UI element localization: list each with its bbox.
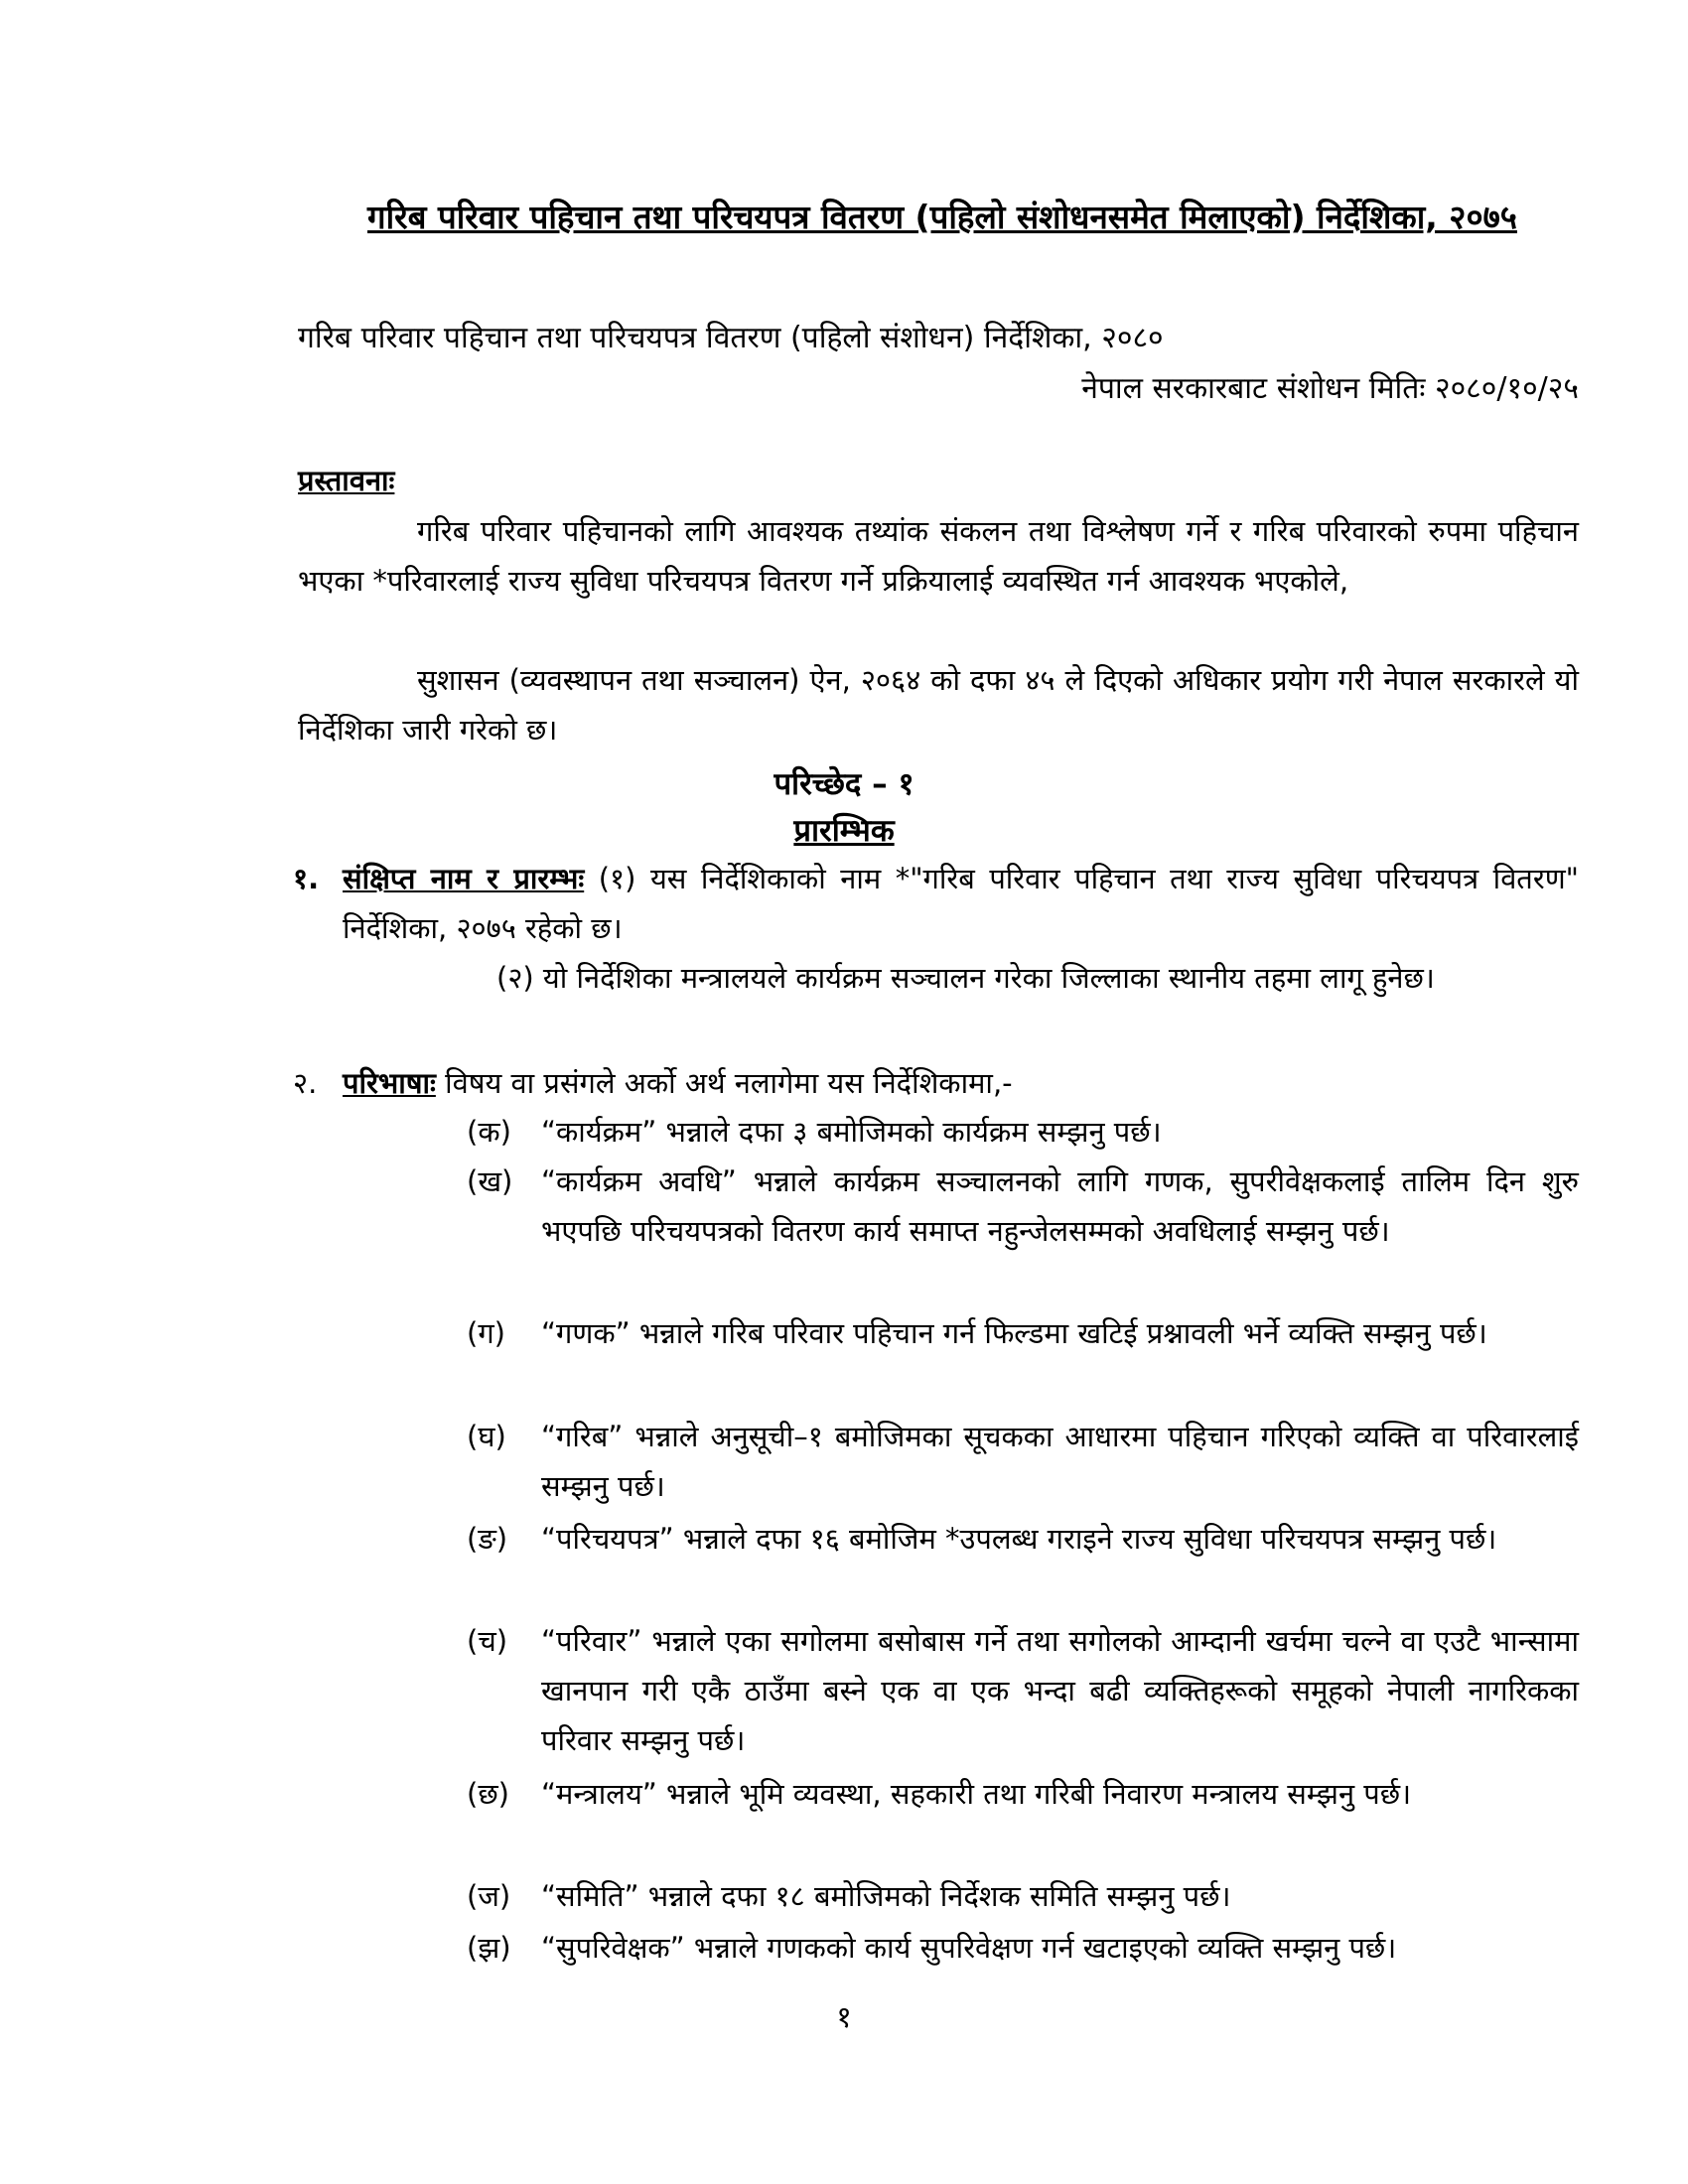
section-2-intro: विषय वा प्रसंगले अर्को अर्थ नलागेमा यस निर्देशिकामा,- <box>445 1066 1013 1100</box>
definition-label: (घ) <box>467 1420 506 1453</box>
amendment-date: नेपाल सरकारबाट संशोधन मितिः २०८०/१०/२५ <box>1081 371 1579 406</box>
preamble-heading: प्रस्तावनाः <box>298 464 395 497</box>
definition-label: (छ) <box>467 1777 509 1811</box>
definition-text: “गणक” भन्नाले गरिब परिवार पहिचान गर्न फिल्डमा खटिई प्रश्नावली भर्ने व्यक्ति सम्झनु पर्छ। <box>541 1316 1487 1350</box>
definition-text: “परिचयपत्र” भन्नाले दफा १६ बमोजिम *उपलब्ध गराइने राज्य सुविधा परिचयपत्र सम्झनु पर्छ। <box>541 1522 1497 1556</box>
definition-ga <box>467 1308 1579 1358</box>
definition-text: “समिति” भन्नाले दफा १८ बमोजिमको निर्देशक समिति सम्झनु पर्छ। <box>541 1879 1231 1913</box>
definition-label: (ङ) <box>467 1522 508 1556</box>
definition-text: “कार्यक्रम अवधि” भन्नाले कार्यक्रम सञ्चालनको लागि गणक, सुपरीवेक्षकलाई तालिम दिन शुरु भएपछि परिचयपत्रको वितरण कार्य समाप्त नहुन्जेलसम्मको अवधिलाई सम्झनु पर्छ। <box>541 1164 1579 1248</box>
chapter-label: परिच्छेद – १ <box>774 766 914 802</box>
definition-ka <box>467 1107 1579 1157</box>
section-1-clause-2: (२) यो निर्देशिका मन्त्रालयले कार्यक्रम सञ्चालन गरेका जिल्लाका स्थानीय तहमा लागू हुनेछ। <box>496 961 1435 995</box>
definition-label: (क) <box>467 1115 511 1149</box>
preamble-paragraph-1: गरिब परिवार पहिचानको लागि आवश्यक तथ्यांक संकलन तथा विश्लेषण गर्ने र गरिब परिवारको रुपमा पहिचान भएका *परिवारलाई राज्य सुविधा परिचयपत्र वितरण गर्ने प्रक्रियालाई व्यवस्थित गर्न आवश्यक भएकोले, <box>298 514 1579 598</box>
definition-text: “मन्त्रालय” भन्नाले भूमि व्यवस्था, सहकारी तथा गरिबी निवारण मन्त्रालय सम्झनु पर्छ। <box>541 1777 1412 1811</box>
definition-jha <box>467 1923 1579 1973</box>
definition-label: (ज) <box>467 1879 511 1913</box>
section-1-heading: संक्षिप्त नाम र प्रारम्भः <box>343 862 585 895</box>
amendment-subtitle: गरिब परिवार पहिचान तथा परिचयपत्र वितरण (पहिलो संशोधन) निर्देशिका, २०८० <box>298 321 1164 355</box>
definition-label: (च) <box>467 1624 508 1658</box>
definition-cha <box>467 1616 1579 1765</box>
definition-kha <box>467 1157 1579 1256</box>
definition-text: “सुपरिवेक्षक” भन्नाले गणकको कार्य सुपरिवेक्षण गर्न खटाइएको व्यक्ति सम्झनु पर्छ। <box>541 1931 1397 1965</box>
section-1-clause-1: (१) यस निर्देशिकाको नाम *"गरिब परिवार पहिचान तथा राज्य सुविधा परिचयपत्र वितरण" निर्देशिका, २०७५ रहेको छ। <box>343 862 1580 945</box>
definition-nga <box>467 1514 1579 1564</box>
definition-ja <box>467 1871 1579 1921</box>
definition-chha <box>467 1769 1579 1819</box>
definition-text: “कार्यक्रम” भन्नाले दफा ३ बमोजिमको कार्यक्रम सम्झनु पर्छ। <box>541 1115 1162 1149</box>
section-2-number: २. <box>293 1066 318 1100</box>
section-2-heading: परिभाषाः <box>343 1066 436 1100</box>
preamble-paragraph-2: सुशासन (व्यवस्थापन तथा सञ्चालन) ऐन, २०६४ को दफा ४५ ले दिएको अधिकार प्रयोग गरी नेपाल सरकारले यो निर्देशिका जारी गरेको छ। <box>298 663 1579 747</box>
definition-label: (झ) <box>467 1931 511 1965</box>
definition-label: (ख) <box>467 1164 513 1198</box>
section-1 <box>343 854 1579 953</box>
definition-text: “परिवार” भन्नाले एका सगोलमा बसोबास गर्ने तथा सगोलको आम्दानी खर्चमा चल्ने वा एउटै भान्सामा खानपान गरी एकै ठाउँमा बस्ने एक वा एक भन्दा बढी व्यक्तिहरूको समूहको नेपाली नागरिकका परिवार सम्झनु पर्छ। <box>541 1624 1579 1757</box>
definition-text: “गरिब” भन्नाले अनुसूची–१ बमोजिमका सूचकका आधारमा पहिचान गरिएको व्यक्ति वा परिवारलाई सम्झनु पर्छ। <box>541 1420 1579 1503</box>
definition-gha <box>467 1412 1579 1511</box>
section-2 <box>343 1064 1013 1102</box>
page-number: १ <box>836 2000 852 2035</box>
definition-label: (ग) <box>467 1316 505 1350</box>
chapter-title: प्रारम्भिक <box>793 813 895 849</box>
document-title: गरिब परिवार पहिचान तथा परिचयपत्र वितरण (पहिलो संशोधनसमेत मिलाएको) निर्देशिका, २०७५ <box>367 198 1517 236</box>
section-1-number: १. <box>293 862 320 895</box>
